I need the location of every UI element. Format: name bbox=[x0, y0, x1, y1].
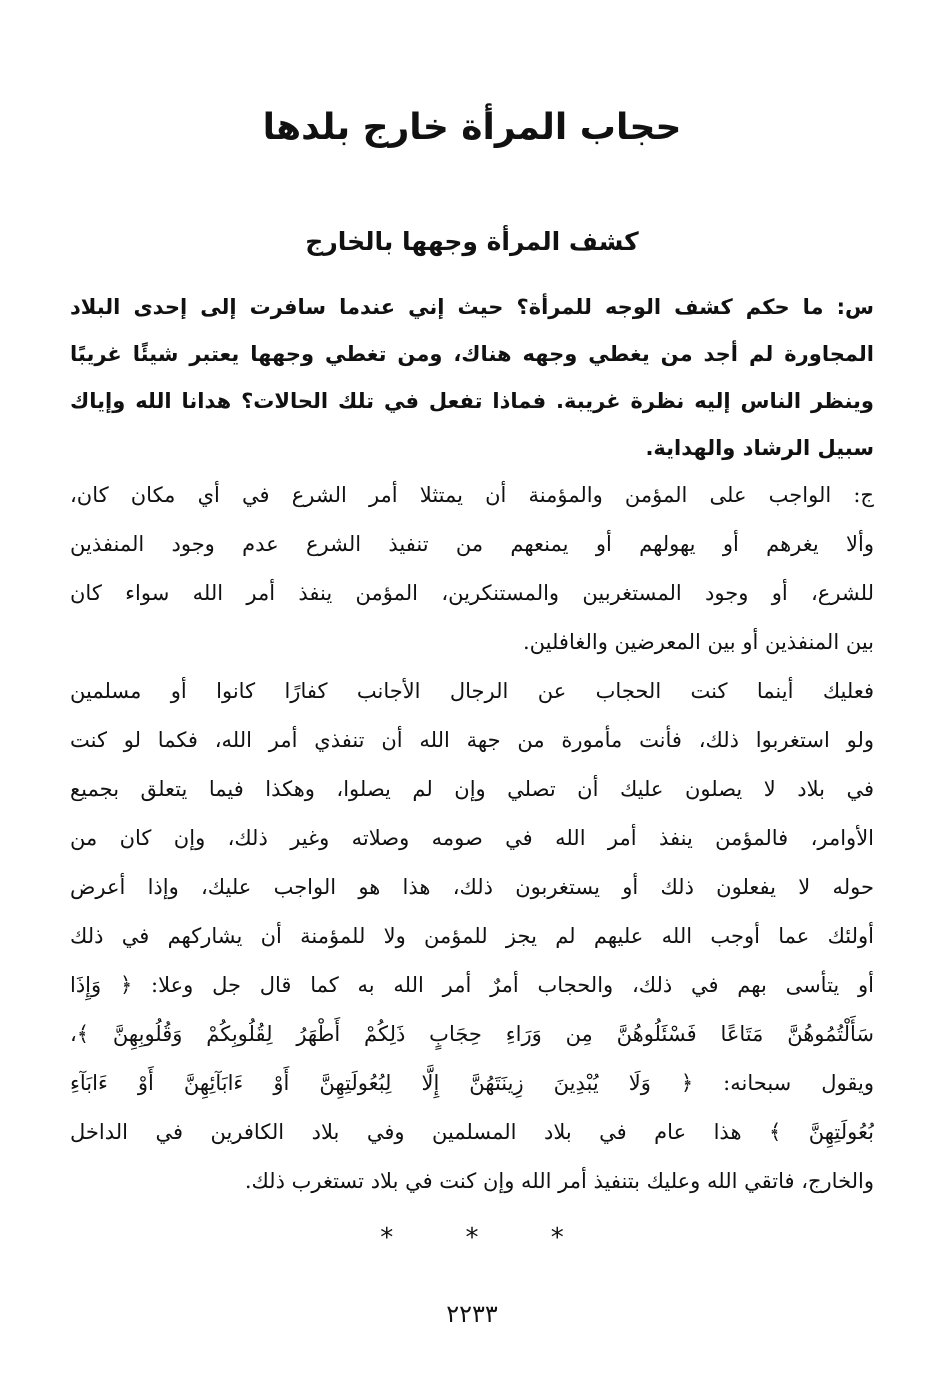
book-page bbox=[70, 0, 874, 1380]
body-line: أولئك عما أوجب الله عليهم لم يجز للمؤمن ولا للمؤمنة أن يشاركهم في ذلك bbox=[70, 924, 874, 948]
answer-line: للشرع، أو وجود المستغربين والمستنكرين، المؤمن ينفذ أمر الله سواء كان bbox=[70, 581, 874, 605]
body-line: ولو استغربوا ذلك، فأنت مأمورة من جهة الله أن تنفذي أمر الله، فكما لو كنت bbox=[70, 728, 874, 752]
body-line: بُعُولَتِهِنَّ ﴾ هذا عام في بلاد المسلمين وفي بلاد الكافرين في الداخل bbox=[70, 1120, 874, 1144]
body-line: فعليك أينما كنت الحجاب عن الرجال الأجانب كفارًا كانوا أو مسلمين bbox=[70, 679, 874, 703]
question-line: سبيل الرشاد والهداية. bbox=[645, 436, 874, 460]
body-line: والخارج، فاتقي الله وعليك بتنفيذ أمر الله وإن كنت في بلاد تستغرب ذلك. bbox=[244, 1169, 874, 1193]
answer-line: بين المنفذين أو بين المعرضين والغافلين. bbox=[522, 630, 874, 654]
section-separator bbox=[70, 1218, 874, 1258]
question-line: المجاورة لم أجد من يغطي وجهه هناك، ومن تغطي وجهها يعتبر شيئًا غريبًا bbox=[70, 342, 874, 366]
question-line: وينظر الناس إليه نظرة غريبة. فماذا تفعل في تلك الحالات؟ هدانا الله وإياك bbox=[70, 389, 874, 413]
body-line: حوله لا يفعلون ذلك أو يستغربون ذلك، هذا هو الواجب عليك، وإذا أعرض bbox=[70, 875, 874, 899]
body-line: أو يتأسى بهم في ذلك، والحجاب أمرٌ أمر الله به كما قال جل وعلا: ﴿ وَإِذَا bbox=[70, 973, 874, 997]
quran-verse-line: سَأَلْتُمُوهُنَّ مَتَاعًا فَسْئَلُوهُنَّ مِن وَرَاءِ حِجَابٍ ذَلِكُمْ أَطْهَرُ لِقُلُوبِكُمْ وَقُلُوبِهِنَّ ﴾، bbox=[70, 1022, 874, 1046]
answer-line: وألا يغرهم أو يهولهم أو يمنعهم من تنفيذ الشرع عدم وجود المنفذين bbox=[70, 532, 874, 556]
answer-line: ج: الواجب على المؤمن والمؤمنة أن يمتثلا أمر الشرع في أي مكان كان، bbox=[70, 483, 874, 507]
question-line: س: ما حكم كشف الوجه للمرأة؟ حيث إني عندما سافرت إلى إحدى البلاد bbox=[70, 295, 874, 319]
quran-verse-line: ويقول سبحانه: ﴿ وَلَا يُبْدِينَ زِينَتَهُنَّ إِلَّا لِبُعُولَتِهِنَّ أَوْ ءَابَآئِهِنَّ أَوْ ءَابَآءِ bbox=[70, 1071, 874, 1095]
chapter-title: حجاب المرأة خارج بلدها bbox=[262, 107, 682, 148]
body-line: الأوامر، فالمؤمن ينفذ أمر الله في صومه وصلاته وغير ذلك، وإن كان من bbox=[70, 826, 874, 850]
body-line: في بلاد لا يصلون عليك أن تصلي وإن لم يصلوا، وهكذا فيما يتعلق بجميع bbox=[70, 777, 874, 801]
asterisk-icon: * bbox=[550, 1223, 564, 1253]
asterisk-icon: * bbox=[380, 1223, 394, 1253]
asterisk-icon: * bbox=[465, 1223, 479, 1253]
section-title: كشف المرأة وجهها بالخارج bbox=[305, 227, 639, 256]
page-number: ٢٢٣٣ bbox=[446, 1300, 498, 1328]
